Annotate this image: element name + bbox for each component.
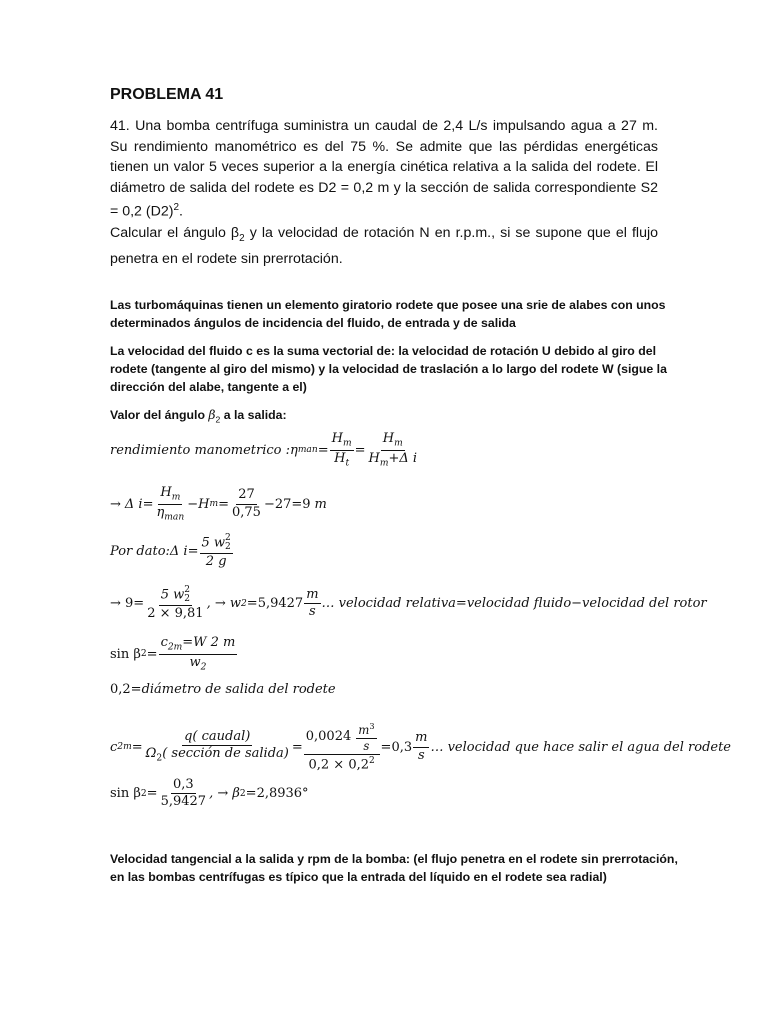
hm5-sub: m (209, 499, 219, 510)
question-sub: 2 (239, 232, 245, 244)
diam-text: diámetro de salida del rodete (141, 682, 336, 697)
c2m-2-sub: 2m (117, 742, 132, 753)
relative-velocity-note: … velocidad relativa=velocidad fluido−velocidad del rotor (321, 596, 707, 612)
hm5: H (198, 496, 210, 512)
beta-result-sub: 2 (239, 788, 246, 799)
problem-statement (110, 116, 658, 222)
unit-s-2: s (363, 738, 370, 753)
eq-label: rendimiento manometrico : (110, 442, 291, 458)
two-g: 2 g (205, 554, 227, 570)
hm-sub: m (342, 438, 352, 449)
fraction-27-075 (230, 488, 263, 520)
w-sup: 2 (225, 533, 231, 543)
area-den: 0,2 × 0,2 (308, 756, 369, 772)
fraction-m-s-2 (413, 731, 429, 763)
five-w-2: 5 w (160, 587, 185, 603)
equation-sin-beta: sin β 2 = $\frac{c_{2m}=W 2 m}{w_2}$ (110, 635, 236, 673)
statement-end: . (179, 203, 183, 220)
equation-c2m: c 2m = $\frac{\text{q( caudal)}}{\Omega_2( sección de salida)}$ = 0,0024 $\frac{m^3}{s}$ $0,2 \times 0,2^2$ =0,3 $\frac{m}{s}$ … velocidad que hace salir el agua del rodete (110, 721, 731, 772)
area-sup: 2 (369, 755, 375, 766)
w-sub: 2 (225, 542, 231, 553)
den-59427: 5,9427 (160, 794, 207, 810)
omega: Ω (145, 746, 157, 762)
equation-diameter (110, 682, 336, 697)
eta2-sub: man (164, 512, 185, 523)
equation-w2 (110, 586, 707, 621)
beta-title-c: a la salida: (220, 408, 287, 422)
unit-m-2: m (304, 588, 320, 604)
den-075: 0,75 (231, 504, 261, 520)
q-caudal: q( caudal) (182, 730, 252, 746)
unit-s-3: s (417, 747, 425, 763)
delta-i: Δ i (124, 496, 143, 512)
eta-symbol: η (290, 442, 298, 458)
minus-27: −27=9 (263, 496, 311, 512)
beta-title-a: Valor del ángulo (110, 408, 209, 422)
omega-sub: 2 (156, 754, 163, 765)
fraction-q-omega (144, 730, 291, 764)
hm2-sub: m (394, 438, 403, 449)
w2-den: w (189, 654, 201, 670)
m3: m (358, 722, 370, 737)
sin-beta: sin β (110, 646, 141, 662)
hm2: H (382, 431, 395, 446)
hm3-sub: m (379, 458, 389, 469)
w-sub-2: 2 (184, 594, 191, 605)
w2-value: =5,9427 (246, 596, 304, 612)
fraction-03-59427 (159, 778, 209, 810)
five-w: 5 w (201, 535, 226, 551)
arrow-1: → (110, 496, 121, 512)
fraction-flow-area (304, 722, 380, 772)
beta-title-symbol: β (208, 408, 216, 422)
w2-result-sub: 2 (241, 598, 247, 609)
w-sup-2: 2 (184, 585, 191, 595)
question-text-b: y la velocidad de rotación N en r.p.m., si se supone que el flujo penetra en el rodete sin prerrotación. (110, 225, 659, 268)
fraction-hm-eta (155, 486, 187, 522)
hm: H (331, 431, 343, 446)
problem-title: PROBLEMA 41 (110, 86, 224, 103)
c2m-sub: 2m (167, 642, 183, 653)
note-tangential: Velocidad tangencial a la salida y rpm de la bomba: (el flujo penetra en el rodete sin prerrotación, en las bombas centrífugas es típico que la entrada del líquido en el rodete sea radial) (110, 852, 678, 884)
sin-beta-2: sin β (110, 786, 141, 802)
den-981: 2 × 9,81 (147, 606, 204, 622)
num-27: 27 (236, 488, 257, 504)
note-velocity: La velocidad del fluido c es la suma vectorial de: la velocidad de rotación U debido al giro del rodete (tangente al giro del mismo) y la velocidad de traslación a lo largo del rodete W (sigue la dirección del alabe, tangente a el) (110, 344, 667, 394)
equation-beta-result: sin β 2 = $\frac{0,3}{5,9427}$ , → β 2 =2,8936° (110, 777, 309, 810)
c2m-2: c (110, 739, 118, 755)
ht-sub: t (345, 458, 350, 469)
equation-efficiency: rendimiento manometrico : η man = $\frac{H_m}{H_t}$ = $\frac{H_m}{H_m+\Delta i}$ (110, 431, 418, 469)
note-intro: Las turbomáquinas tienen un elemento giratorio rodete que posee una srie de alabes con unos determinados ángulos de incidencia del fluido, de entrada y de salida (110, 298, 666, 330)
ht: H (334, 450, 346, 466)
fraction-m3-s (356, 722, 376, 753)
fraction-c2m-w2 (159, 636, 238, 672)
fraction-hm-hm-delta (367, 432, 420, 468)
beta-value: =2,8936° (245, 786, 309, 802)
hm4-sub: m (171, 492, 181, 503)
num-03: 0,3 (171, 778, 196, 794)
hm3: H (368, 450, 380, 466)
equation-por-dato: Por dato: Δ i = 5 w 2 2 2 g (110, 533, 231, 570)
unit-s: s (309, 604, 316, 620)
statement-text: 41. Una bomba centrífuga suministra un caudal de 2,4 L/s impulsando agua a 27 m. Su rendimiento manométrico es del 75 %. Se admite que las pérdidas energéticas tienen un valor 5 veces superior a la energía cinética relativa a la salida del rodete. El diámetro de salida del rodete es D2 = 0,2 m y la sección de salida correspondiente S2 = 0,2 (D2) (110, 118, 658, 220)
c2m: c (160, 635, 168, 650)
por-dato: Por dato: (110, 544, 170, 560)
beta-title-sub: 2 (215, 414, 221, 425)
fraction-5w2-981 (145, 586, 205, 621)
unit-m: m (314, 496, 327, 512)
omega-rest: ( sección de salida) (162, 746, 289, 762)
equation-delta-i: → Δ i = $\frac{H_m}{\eta_{man}}$ − H m = $\frac{27}{0,75}$ −27=9 m (110, 485, 327, 523)
q-num: 0,0024 (305, 729, 352, 745)
w2m: =W 2 m (182, 635, 236, 650)
c-text: … velocidad que hace salir el agua del rodete (430, 739, 731, 755)
w2-result: , → w (206, 596, 241, 612)
diam-value: 0,2= (110, 682, 142, 697)
problem-question (110, 223, 658, 270)
delta-i-2: Δ i (169, 544, 188, 560)
m3-sup: 3 (369, 721, 375, 731)
unit-m-3: m (413, 731, 429, 747)
hm4: H (160, 485, 172, 500)
nine: → 9= (110, 596, 145, 612)
question-text-a: Calcular el ángulo β (110, 225, 240, 241)
fraction-hm-ht (330, 432, 354, 468)
beta-section-title (110, 406, 682, 428)
c-result: =0,3 (380, 739, 413, 755)
w2-den-sub: 2 (200, 662, 207, 673)
eta-sub: man (297, 445, 318, 456)
sin-beta-2-sub: 2 (140, 788, 147, 799)
eta2: η (156, 504, 165, 520)
statement-sup: 2 (173, 202, 180, 213)
beta-result: , → β (209, 786, 240, 802)
fraction-5w2-2g (200, 534, 233, 569)
plus-delta: +Δ i (388, 450, 418, 466)
sin-beta-sub: 2 (140, 649, 147, 660)
fraction-m-s (304, 588, 320, 620)
